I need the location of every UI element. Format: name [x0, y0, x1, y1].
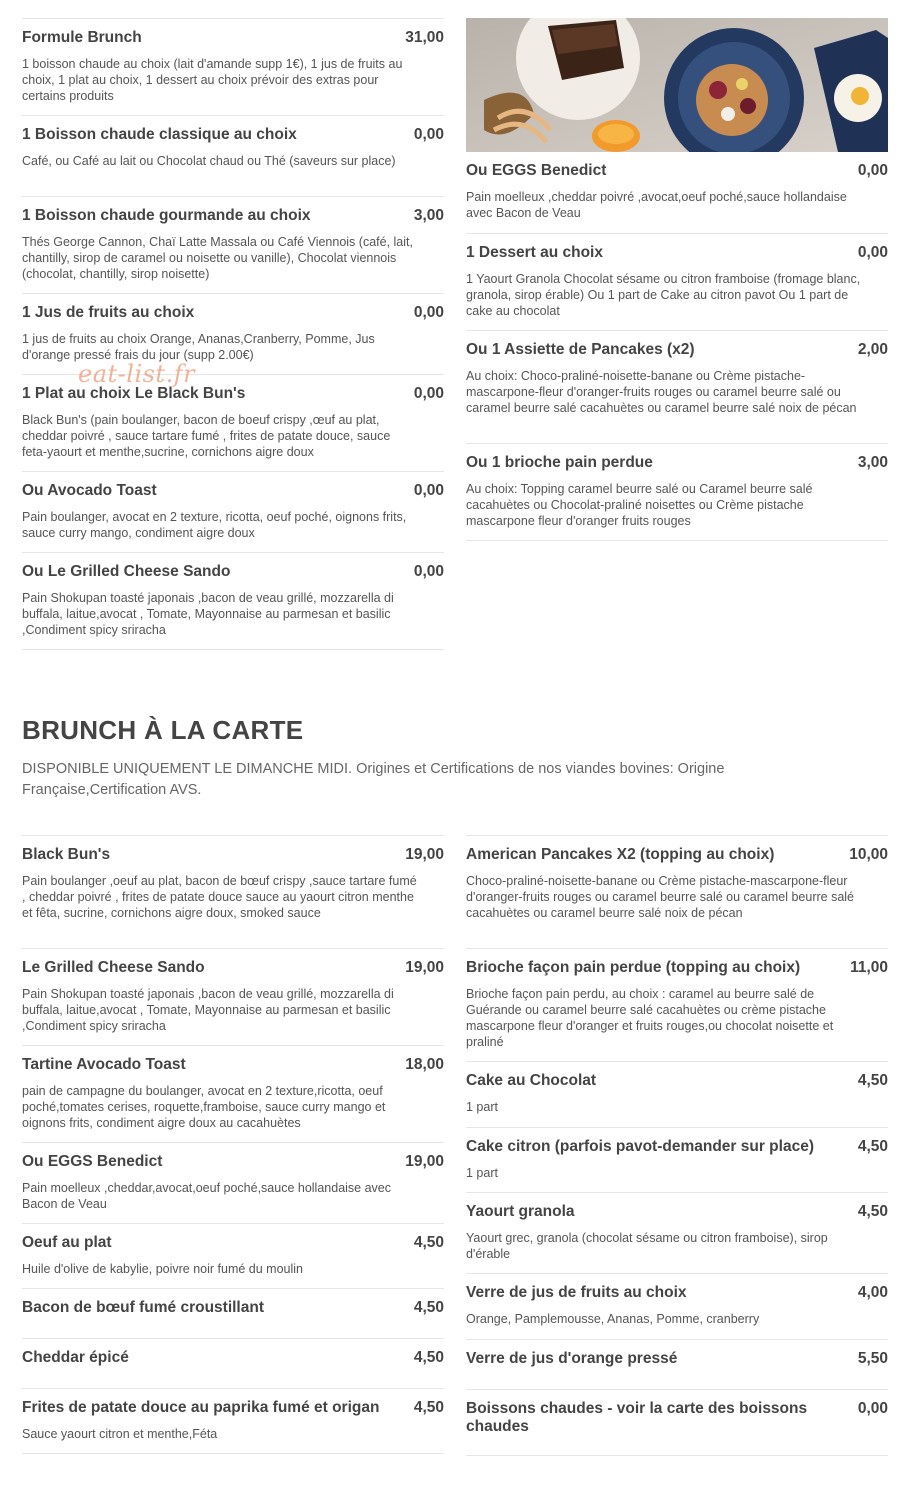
- item-name: Ou Avocado Toast: [22, 482, 157, 499]
- item-price: 4,50: [413, 1234, 444, 1251]
- divider: [22, 1453, 444, 1454]
- menu-item: [466, 1389, 888, 1455]
- item-price: 0,00: [413, 385, 444, 402]
- item-description: Brioche façon pain perdu, au choix : caramel au beurre salé de Guérande ou caramel beurre salé cacahuètes ou crème pistache mascarpone fleur d'oranger et fruits rouges,ou chocolat noisette et praliné: [466, 987, 834, 1049]
- item-name: Black Bun's: [22, 846, 111, 863]
- menu-item: [466, 948, 888, 1061]
- item-price: 19,00: [405, 846, 444, 863]
- item-name: Ou EGGS Benedict: [22, 1153, 163, 1170]
- item-price: 4,50: [413, 1299, 444, 1316]
- item-name: Cheddar épicé: [22, 1349, 129, 1366]
- item-name: Cake citron (parfois pavot-demander sur place): [466, 1138, 814, 1155]
- item-name: 1 Boisson chaude gourmande au choix: [22, 207, 311, 224]
- menu-item: [466, 1061, 888, 1127]
- item-price: 4,50: [857, 1138, 888, 1155]
- item-name: Oeuf au plat: [22, 1234, 112, 1251]
- item-price: 0,00: [857, 1400, 888, 1417]
- item-description: Au choix: Choco-praliné-noisette-banane ou Crème pistache-mascarpone-fleur d'oranger-fruits rouges ou caramel beurre salé ou caramel beurre salé cacahuètes ou caramel beurre salé noix de pécan: [466, 369, 857, 415]
- item-description: 1 jus de fruits au choix Orange, Ananas,Cranberry, Pomme, Jus d'orange pressé frais du jour (supp 2.00€): [22, 332, 375, 362]
- menu-item: [466, 835, 888, 948]
- item-description: Pain Shokupan toasté japonais ,bacon de veau grillé, mozzarella di buffala, laitue,avocat , Tomate, Mayonnaise au parmesan et basilic ,Condiment spicy sriracha: [22, 591, 394, 637]
- item-name: Verre de jus d'orange pressé: [466, 1350, 678, 1367]
- item-price: 4,50: [857, 1072, 888, 1089]
- item-price: 5,50: [857, 1350, 888, 1367]
- item-name: Brioche façon pain perdue (topping au choix): [466, 959, 801, 976]
- item-name: 1 Plat au choix Le Black Bun's: [22, 385, 246, 402]
- item-description: pain de campagne du boulanger, avocat en 2 texture,ricotta, oeuf poché,tomates cerises, roquette,framboise, sauce curry mango et oignons frits, condiment aigre doux au cacahuètes: [22, 1084, 386, 1130]
- item-name: Boissons chaudes - voir la carte des boissons chaudes: [466, 1400, 808, 1435]
- item-price: 0,00: [413, 563, 444, 580]
- item-description: 1 Yaourt Granola Chocolat sésame ou citron framboise (fromage blanc, granola, sirop érable) Ou 1 part de Cake au citron pavot Ou 1 part de cake au chocolat: [466, 272, 861, 318]
- item-description: 1 part: [466, 1100, 498, 1114]
- item-name: American Pancakes X2 (topping au choix): [466, 846, 775, 863]
- menu-item: [466, 1192, 888, 1273]
- item-description: Choco-praliné-noisette-banane ou Crème pistache-mascarpone-fleur d'oranger-fruits rouges ou caramel beurre salé ou caramel beurre salé cacahuètes ou caramel beurre salé noix de pécan: [466, 874, 855, 920]
- item-price: 2,00: [857, 341, 888, 358]
- section-title: BRUNCH À LA CARTE: [22, 715, 304, 745]
- item-name: Le Grilled Cheese Sando: [22, 959, 205, 976]
- menu-item: [466, 443, 888, 540]
- item-description: Huile d'olive de kabylie, poivre noir fumé du moulin: [22, 1262, 304, 1276]
- menu-item: [22, 1338, 444, 1388]
- menu-item: [466, 152, 888, 233]
- item-price: 3,00: [413, 207, 444, 224]
- item-price: 18,00: [405, 1056, 444, 1073]
- item-description: Au choix: Topping caramel beurre salé ou Caramel beurre salé cacahuètes ou Chocolat-praliné noisettes ou Crème pistache mascarpone fleur d'oranger fruits rouges: [466, 482, 813, 528]
- item-name: Cake au Chocolat: [466, 1072, 597, 1089]
- item-description: Pain moelleux ,cheddar poivré ,avocat,oeuf poché,sauce hollandaise avec Bacon de Veau: [466, 190, 847, 220]
- menu-item: [22, 196, 444, 293]
- item-name: Ou Le Grilled Cheese Sando: [22, 563, 231, 580]
- item-description: Café, ou Café au lait ou Chocolat chaud ou Thé (saveurs sur place): [22, 154, 396, 168]
- item-name: Bacon de bœuf fumé croustillant: [22, 1299, 264, 1316]
- watermark: eat-list.fr: [78, 360, 196, 388]
- item-price: 0,00: [413, 126, 444, 143]
- carte-left-column: [22, 835, 444, 1454]
- item-name: Ou 1 Assiette de Pancakes (x2): [466, 341, 695, 358]
- item-description: Orange, Pamplemousse, Ananas, Pomme, cranberry: [466, 1312, 760, 1326]
- item-description: 1 boisson chaude au choix (lait d'amande supp 1€), 1 jus de fruits au choix, 1 plat au choix, 1 dessert au choix prévoir des extras pour certains produits: [22, 57, 403, 103]
- item-price: 0,00: [413, 482, 444, 499]
- formule-left-column: [22, 18, 444, 650]
- item-description: Pain boulanger, avocat en 2 texture, ricotta, oeuf poché, oignons frits, sauce curry mango, condiment aigre doux: [22, 510, 407, 540]
- item-description: Thés George Cannon, Chaï Latte Massala ou Café Viennois (café, lait, chantilly, sirop de caramel ou noisette ou vanille), Chocolat viennois (chocolat, chantilly, sirop noisette): [22, 235, 413, 281]
- divider: [22, 649, 444, 650]
- brunch-photo: [466, 18, 888, 152]
- item-price: 0,00: [857, 244, 888, 261]
- item-price: 3,00: [857, 454, 888, 471]
- item-description: Yaourt grec, granola (chocolat sésame ou citron framboise), sirop d'érable: [466, 1231, 828, 1261]
- divider: [466, 540, 888, 541]
- item-name: Formule Brunch: [22, 29, 142, 46]
- menu-item: [466, 233, 888, 330]
- menu-item: [466, 1273, 888, 1339]
- item-name: 1 Jus de fruits au choix: [22, 304, 195, 321]
- item-name: Tartine Avocado Toast: [22, 1056, 186, 1073]
- menu-item: [22, 948, 444, 1045]
- item-price: 4,50: [413, 1349, 444, 1366]
- formule-right-column: [466, 152, 888, 541]
- item-description: Pain Shokupan toasté japonais ,bacon de veau grillé, mozzarella di buffala, laitue,avocat , Tomate, Mayonnaise au parmesan et basilic ,Condiment spicy sriracha: [22, 987, 394, 1033]
- item-name: 1 Dessert au choix: [466, 244, 603, 261]
- item-description: Pain boulanger ,oeuf au plat, bacon de bœuf crispy ,sauce tartare fumé , cheddar poivré , frites de patate douce sauce au yaourt citron menthe et fêta, sucrine, cornichons aigre doux, smoked sauce: [22, 874, 417, 920]
- item-price: 0,00: [857, 162, 888, 179]
- item-name: 1 Boisson chaude classique au choix: [22, 126, 297, 143]
- menu-item: [22, 1142, 444, 1223]
- section-subtitle: DISPONIBLE UNIQUEMENT LE DIMANCHE MIDI. Origines et Certifications de nos viandes bovines: Origine Française,Certification AVS.: [22, 761, 725, 798]
- item-description: Black Bun's (pain boulanger, bacon de boeuf crispy ,œuf au plat, cheddar poivré , sauce tartare fumé , frites de patate douce, sauce feta-yaourt et menthe,sucrine, cornichons aigre doux: [22, 413, 391, 459]
- item-description: Pain moelleux ,cheddar,avocat,oeuf poché,sauce hollandaise avec Bacon de Veau: [22, 1181, 392, 1211]
- menu-item: [22, 1045, 444, 1142]
- item-description: 1 part: [466, 1166, 498, 1180]
- item-price: 0,00: [413, 304, 444, 321]
- brunch-photo-illustration: [466, 18, 888, 152]
- menu-item: [22, 1288, 444, 1338]
- item-description: Sauce yaourt citron et menthe,Féta: [22, 1427, 218, 1441]
- item-price: 4,50: [857, 1203, 888, 1220]
- item-price: 19,00: [405, 959, 444, 976]
- item-price: 4,00: [857, 1284, 888, 1301]
- divider: [466, 1455, 888, 1456]
- menu-item: [22, 1388, 444, 1453]
- menu-item: [466, 1339, 888, 1389]
- item-name: Verre de jus de fruits au choix: [466, 1284, 687, 1301]
- item-price: 19,00: [405, 1153, 444, 1170]
- menu-item: [22, 835, 444, 948]
- menu-item: [22, 471, 444, 552]
- menu-item: [466, 1127, 888, 1192]
- menu-item: [466, 330, 888, 443]
- item-price: 31,00: [405, 29, 444, 46]
- item-name: Ou 1 brioche pain perdue: [466, 454, 653, 471]
- menu-item: [22, 115, 444, 196]
- menu-item: [22, 18, 444, 115]
- item-price: 10,00: [849, 846, 888, 863]
- menu-item: [22, 1223, 444, 1288]
- item-name: Frites de patate douce au paprika fumé et origan: [22, 1399, 380, 1416]
- menu-item: [22, 374, 444, 471]
- item-name: Ou EGGS Benedict: [466, 162, 607, 179]
- item-name: Yaourt granola: [466, 1203, 575, 1220]
- item-price: 11,00: [850, 959, 888, 976]
- menu-item: [22, 552, 444, 649]
- item-price: 4,50: [413, 1399, 444, 1416]
- carte-right-column: [466, 835, 888, 1456]
